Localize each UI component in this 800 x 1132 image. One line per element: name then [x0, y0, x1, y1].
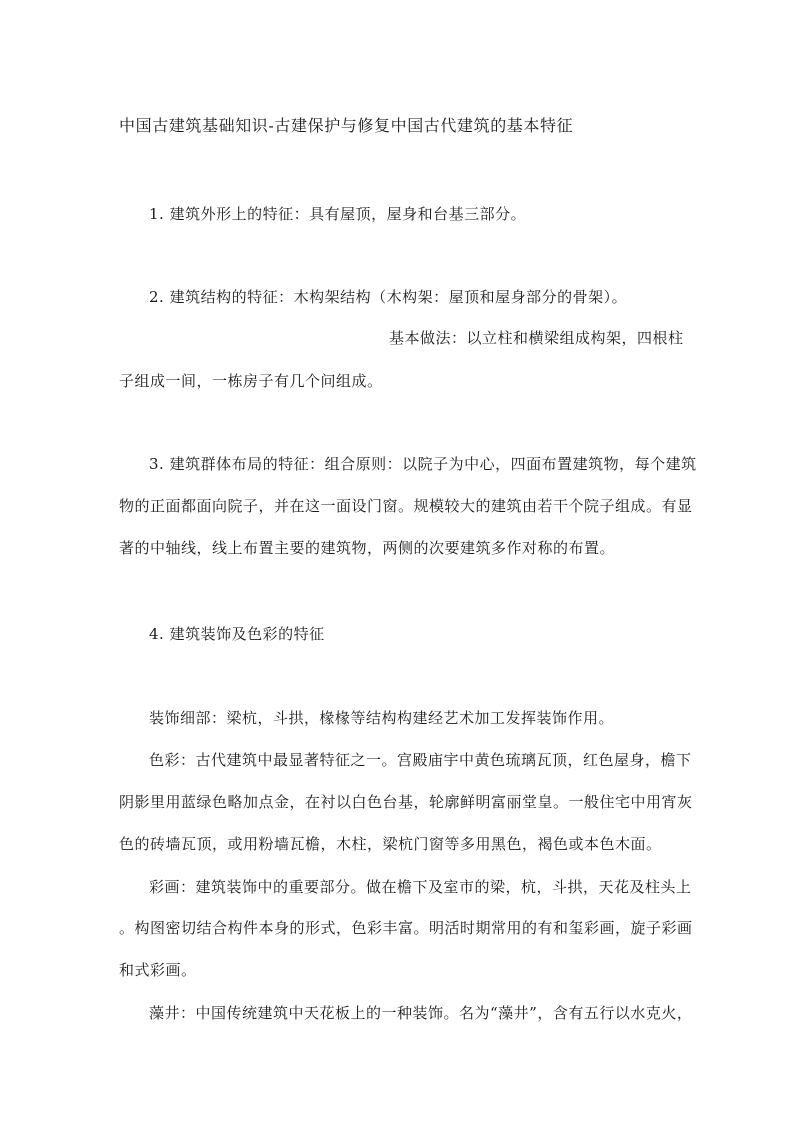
section-3-line-1: 3. 建筑群体布局的特征：组合原则：以院子为中心，四面布置建筑物，每个建筑	[149, 455, 697, 473]
section-4-heading: 4. 建筑装饰及色彩的特征	[149, 625, 325, 643]
section-2-line-2: 基本做法：以立柱和横梁组成构架，四根柱	[389, 329, 684, 347]
section-1-line-1: 1. 建筑外形上的特征：具有屋顶，屋身和台基三部分。	[149, 205, 527, 223]
caisson-line-1: 藻井：中国传统建筑中天花板上的一种装饰。名为“藻井”，含有五行以水克火，	[149, 1004, 693, 1022]
painting-line-3: 和式彩画。	[119, 961, 197, 979]
color-line-2: 阴影里用蓝绿色略加点金，在衬以白色台基，轮廓鲜明富丽堂皇。一般住宅中用宵灰	[119, 793, 693, 811]
color-line-3: 色的砖墙瓦顶，或用粉墙瓦檐，木柱，梁杭门窗等多用黑色，褐色或本色木面。	[119, 835, 662, 853]
decoration-paragraph: 装饰细部：梁杭，斗拱，椽椽等结构构建经艺术加工发挥装饰作用。	[149, 709, 615, 727]
section-2-line-1: 2. 建筑结构的特征：木构架结构（木构架：屋顶和屋身部分的骨架）。	[149, 288, 628, 306]
document-title: 中国古建筑基础知识-古建保护与修复中国古代建筑的基本特征	[119, 116, 574, 135]
color-line-1: 色彩：古代建筑中最显著特征之一。宫殿庙宇中黄色琉璃瓦顶，红色屋身，檐下	[149, 751, 692, 769]
painting-line-2: 。构图密切结合构件本身的形式，色彩丰富。明活时期常用的有和玺彩画，旋子彩画	[119, 919, 693, 937]
section-3-line-2: 物的正面都面向院子，并在这一面设门窗。规模较大的建筑由若干个院子组成。有显	[119, 497, 693, 515]
painting-line-1: 彩画：建筑装饰中的重要部分。做在檐下及室市的梁，杭，斗拱，天花及柱头上	[149, 878, 692, 896]
section-2-line-3: 子组成一间，一栋房子有几个问组成。	[119, 372, 383, 390]
section-3-line-3: 著的中轴线，线上布置主要的建筑物，两侧的次要建筑多作对称的布置。	[119, 539, 616, 557]
